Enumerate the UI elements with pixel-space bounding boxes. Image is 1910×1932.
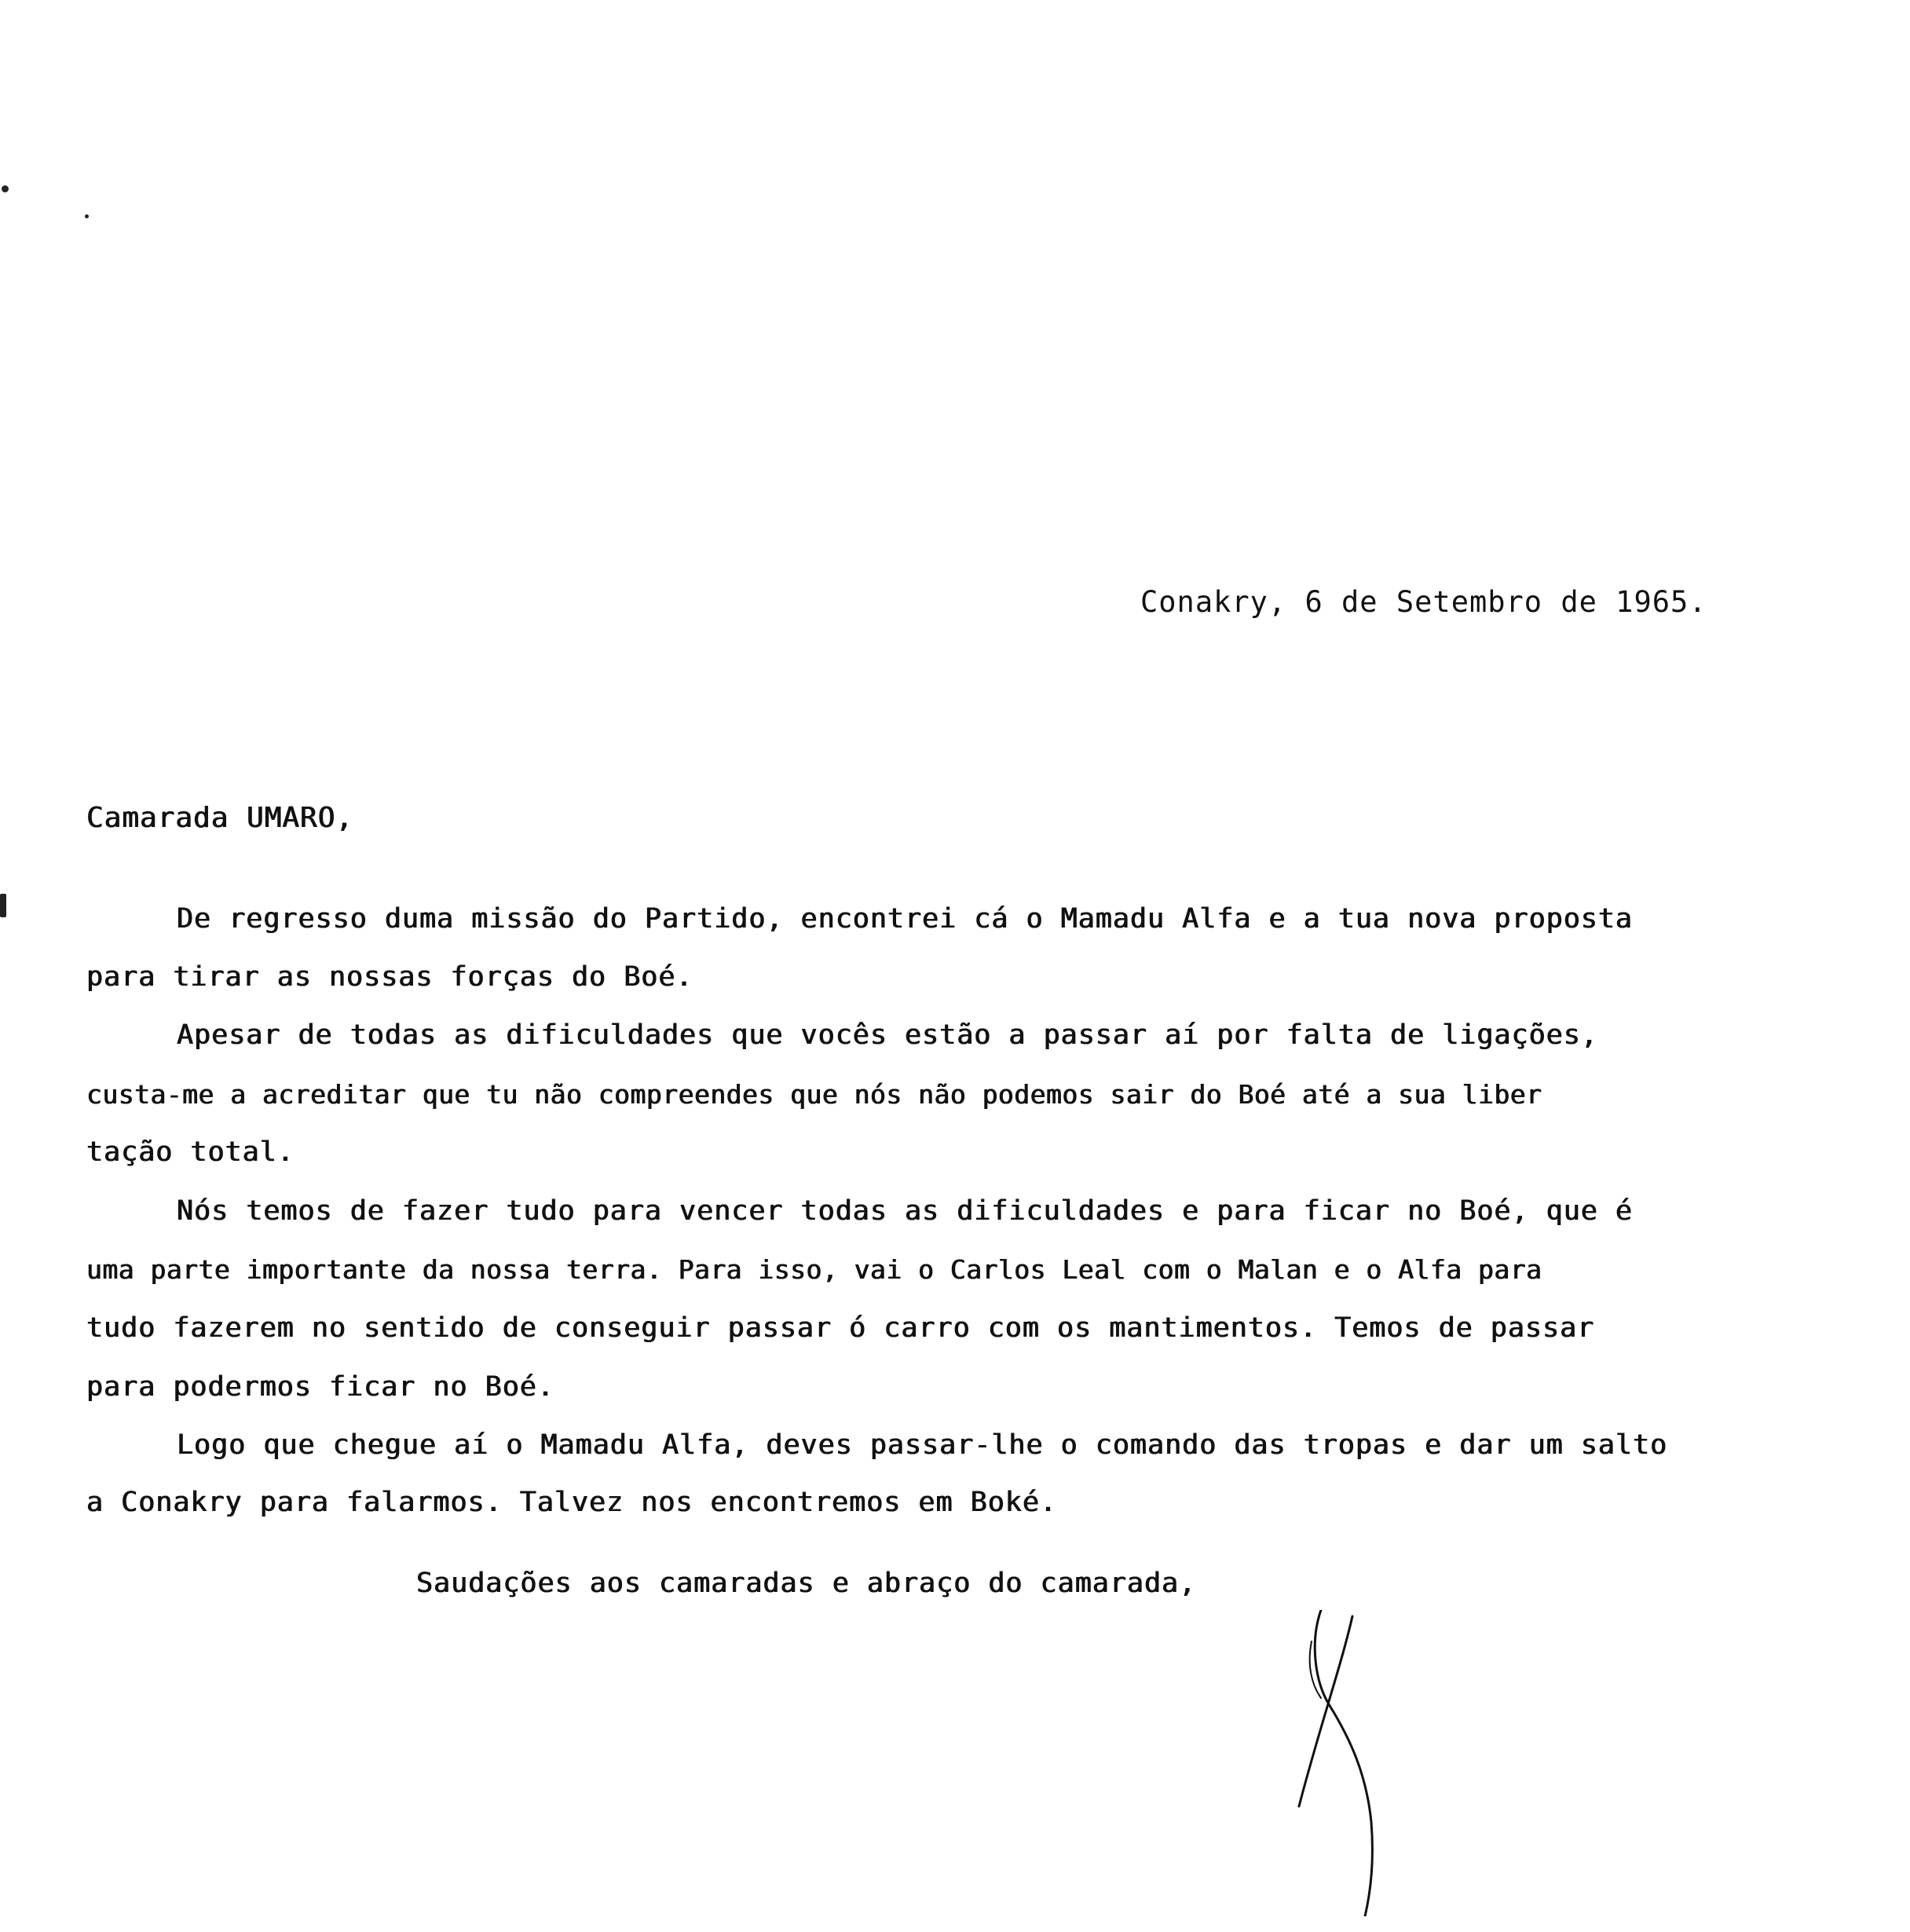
scan-speck — [2, 185, 9, 192]
body-line-3: Apesar de todas as dificuldades que vocês estão a passar aí por falta de ligações, — [177, 1019, 1598, 1051]
body-line-4: custa-me a acreditar que tu não compreendes que nós não podemos sair do Boé até a sua liber — [86, 1079, 1542, 1110]
date-line: Conakry, 6 de Setembro de 1965. — [1140, 585, 1707, 619]
body-line-7: uma parte importante da nossa terra. Para isso, vai o Carlos Leal com o Malan e o Alfa para — [86, 1254, 1542, 1285]
body-line-10: Logo que chegue aí o Mamadu Alfa, deves passar-lhe o comando das tropas e dar um salto — [177, 1429, 1668, 1461]
body-line-9: para podermos ficar no Boé. — [86, 1371, 554, 1403]
salutation: Camarada UMARO, — [86, 802, 354, 834]
signature-icon — [1280, 1610, 1398, 1916]
body-line-6: Nós temos de fazer tudo para vencer todas as dificuldades e para ficar no Boé, que é — [177, 1195, 1634, 1227]
body-line-11: a Conakry para falarmos. Talvez nos encontremos em Boké. — [86, 1487, 1058, 1518]
signature-stroke — [1315, 1610, 1372, 1916]
body-line-5: tação total. — [86, 1136, 295, 1168]
closing-line: Saudações aos camaradas e abraço do camarada, — [416, 1568, 1197, 1599]
body-line-1: De regresso duma missão do Partido, encontrei cá o Mamadu Alfa e a tua nova proposta — [177, 903, 1634, 935]
body-line-2: para tirar as nossas forças do Boé. — [86, 961, 693, 993]
signature-stroke — [1299, 1616, 1352, 1806]
scan-speck — [0, 894, 6, 917]
body-line-8: tudo fazerem no sentido de conseguir passar ó carro com os mantimentos. Temos de passar — [86, 1312, 1595, 1344]
scan-speck — [85, 214, 89, 218]
